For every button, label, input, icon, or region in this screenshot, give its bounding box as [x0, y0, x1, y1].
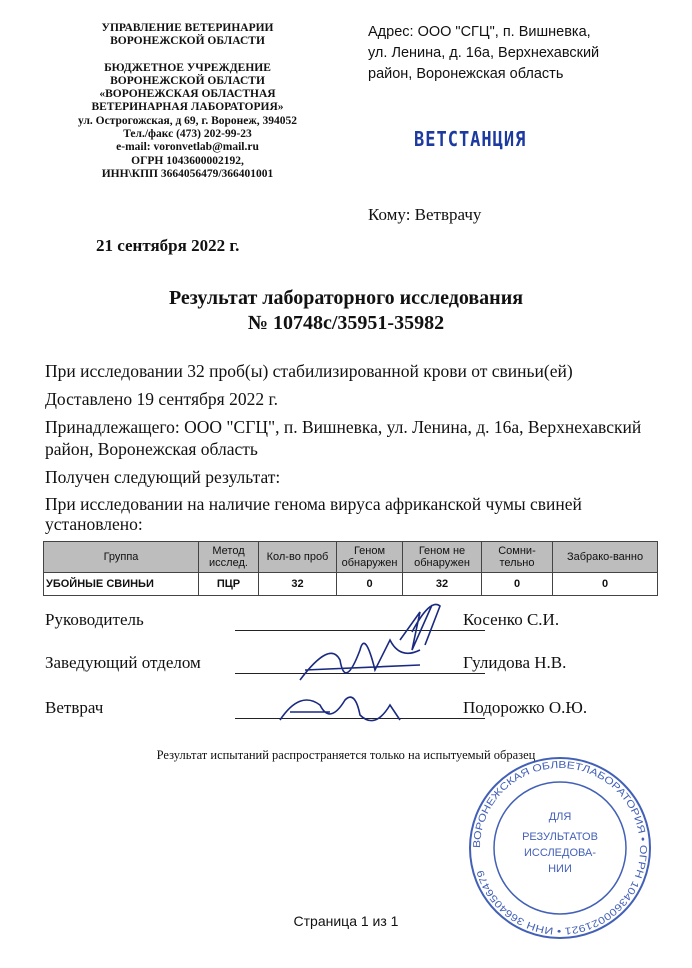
body-paragraph: Доставлено 19 сентября 2022 г. — [45, 389, 279, 409]
column-header: Кол-во проб — [259, 542, 337, 573]
signature-line — [235, 673, 485, 674]
org-line: ВЕТЕРИНАРНАЯ ЛАБОРАТОРИЯ» — [91, 101, 284, 114]
body-paragraph: Получен следующий результат: — [45, 467, 281, 487]
signature-role: Заведующий отделом — [45, 653, 201, 672]
org-line: ИНН\КПП 3664056479/366401001 — [101, 167, 274, 180]
body-paragraph: При исследовании на наличие генома вируса африканской чумы свиней установлено: — [45, 494, 582, 534]
stamp-inner-text: НИИ — [548, 863, 572, 875]
stamp-outer-text: ВОРОНЕЖСКАЯ ОБЛВЕТЛАБОРАТОРИЯ • ОГРН 1043600021921 • ИНН 3664056479 — [471, 759, 649, 937]
org-line: ВОРОНЕЖСКОЙ ОБЛАСТИ — [110, 74, 265, 87]
signature-name: Подорожко О.Ю. — [463, 698, 588, 717]
org-line: Тел./факс (473) 202-99-23 — [123, 128, 252, 141]
table-cell: 32 — [259, 573, 337, 596]
org-line: ВОРОНЕЖСКОЙ ОБЛАСТИ — [110, 35, 265, 48]
column-header: Метод исслед. — [199, 542, 259, 573]
vetstation-stamp: ВЕТСТАНЦИЯ — [414, 128, 527, 152]
address-line: Адрес: ООО "СГЦ", п. Вишневка, — [368, 24, 591, 40]
column-header: Сомни-тельно — [482, 542, 553, 573]
signature-name: Косенко С.И. — [463, 610, 560, 629]
table-row — [44, 573, 658, 596]
signature-line — [235, 630, 485, 631]
org-line: ОГРН 1043600002192, — [131, 154, 244, 167]
signature-role: Ветврач — [45, 698, 104, 717]
body-paragraph: Принадлежащего: ООО "СГЦ", п. Вишневка, ул. Ленина, д. 16а, Верхнехавский район, Воронежская область — [45, 417, 642, 459]
document-number: № 10748с/35951-35982 — [247, 312, 445, 334]
document-title — [0, 286, 692, 336]
column-header: Геном не обнаружен — [403, 542, 482, 573]
document-date: 21 сентября 2022 г. — [96, 236, 240, 255]
org-line: «ВОРОНЕЖСКАЯ ОБЛАСТНАЯ — [99, 88, 276, 101]
org-line: ул. Острогожская, д 69, г. Воронеж, 394052 — [78, 114, 297, 127]
recipient: Кому: Ветврачу — [368, 205, 482, 224]
disclaimer-note: Результат испытаний распространяется только на испытуемый образец — [156, 748, 536, 762]
document-body — [45, 360, 665, 540]
table-cell: 0 — [553, 573, 658, 596]
signature-row-department — [45, 653, 645, 675]
org-line: УПРАВЛЕНИЕ ВЕТЕРИНАРИИ — [101, 22, 274, 34]
column-header: Группа — [44, 542, 199, 573]
table-cell: ПЦР — [199, 573, 259, 596]
table-cell: 32 — [403, 573, 482, 596]
body-paragraph: При исследовании 32 проб(ы) стабилизированной крови от свиньи(ей) — [45, 361, 573, 381]
stamp-inner-text: ДЛЯ — [548, 811, 572, 823]
stamp-inner-text: ИССЛЕДОВА- — [524, 847, 596, 859]
signature-row-vet — [45, 698, 645, 720]
signature-row-head — [45, 610, 645, 632]
table-cell: 0 — [482, 573, 553, 596]
table-header-row — [44, 542, 658, 573]
address-line: район, Воронежская область — [368, 66, 564, 82]
organization-header — [40, 22, 335, 181]
round-stamp — [470, 758, 650, 938]
svg-text:ВОРОНЕЖСКАЯ ОБЛВЕТЛАБОРАТОРИЯ — [472, 760, 648, 936]
column-header: Геном обнаружен — [337, 542, 403, 573]
signature-name: Гулидова Н.В. — [463, 653, 567, 672]
org-line: e-mail: voronvetlab@mail.ru — [116, 141, 259, 154]
results-table — [43, 541, 658, 596]
org-line: БЮДЖЕТНОЕ УЧРЕЖДЕНИЕ — [104, 61, 271, 74]
recipient-address — [368, 22, 678, 85]
signature-line — [235, 718, 485, 719]
stamp-inner-text: РЕЗУЛЬТАТОВ — [522, 831, 598, 843]
page-number: Страница 1 из 1 — [293, 913, 399, 929]
title-line: Результат лабораторного исследования — [168, 287, 524, 309]
signature-role: Руководитель — [45, 610, 144, 629]
column-header: Забрако-ванно — [553, 542, 658, 573]
table-cell: УБОЙНЫЕ СВИНЬИ — [44, 573, 199, 596]
table-cell: 0 — [337, 573, 403, 596]
address-line: ул. Ленина, д. 16а, Верхнехавский — [368, 45, 600, 61]
